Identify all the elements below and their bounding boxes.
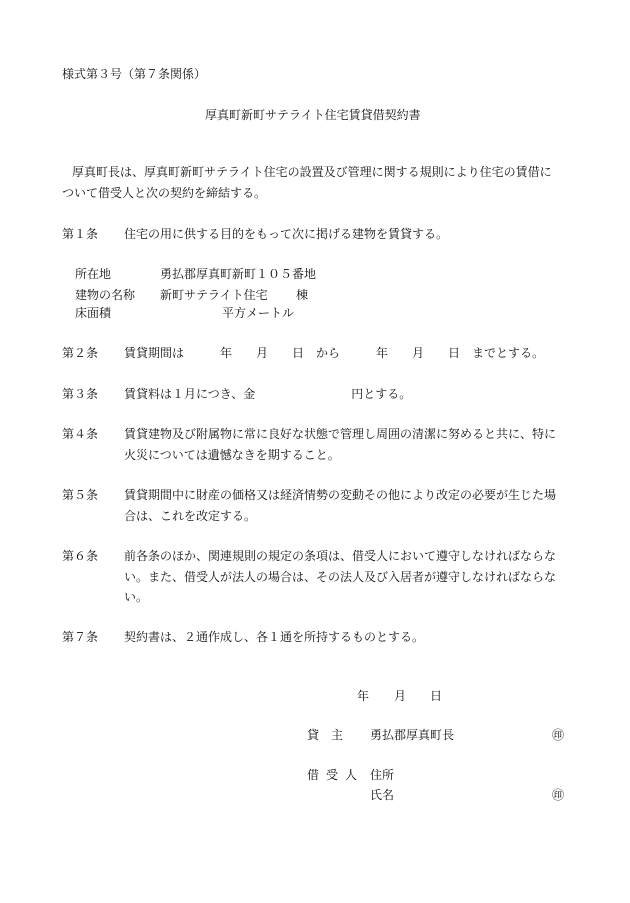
lender-name: 勇払郡厚真町長 — [370, 728, 455, 742]
building-name-value: 新町サテライト住宅 — [160, 288, 268, 302]
lender-seal-mark: ㊞ — [552, 728, 565, 742]
article-6-text-line-3: い。 — [124, 590, 149, 604]
intro-line-2: ついて借受人と次の契約を締結する。 — [62, 186, 267, 200]
building-name-label: 建物の名称 — [75, 288, 136, 302]
intro-line-1: 厚真町長は、厚真町新町サテライト住宅の設置及び管理に関する規則により住宅の賃借に — [72, 165, 552, 179]
document-title: 厚真町新町サテライト住宅賃貸借契約書 — [205, 108, 421, 122]
article-4-text-line-1: 賃貸建物及び附属物に常に良好な状態で管理し周囲の清潔に努めると共に、特に — [124, 427, 557, 441]
lender-label: 貸 主 — [307, 728, 344, 742]
form-number: 様式第３号（第７条関係） — [62, 67, 207, 81]
article-5-text-line-1: 賃貸期間中に財産の価格又は経済情勢の変動その他により改定の必要が生じた場 — [124, 488, 557, 502]
location-value: 勇払郡厚真町新町１０５番地 — [160, 267, 317, 281]
article-6-number: 第６条 — [62, 549, 99, 563]
article-7-text: 契約書は、２通作成し、各１通を所持するものとする。 — [124, 630, 425, 644]
article-1-number: 第１条 — [62, 227, 99, 241]
article-1-text: 住宅の用に供する目的をもって次に掲げる建物を賃貸する。 — [124, 227, 449, 241]
article-6-text-line-2: い。また、借受人が法人の場合は、その法人及び入居者が遵守しなければならな — [124, 570, 557, 584]
article-4-number: 第４条 — [62, 427, 99, 441]
date-month: 月 — [394, 689, 407, 703]
article-6-text-line-1: 前各条のほか、関連規則の規定の条項は、借受人において遵守しなければならな — [124, 549, 557, 563]
article-3-number: 第３条 — [62, 387, 99, 401]
building-unit: 棟 — [296, 288, 309, 302]
borrower-seal-mark: ㊞ — [552, 788, 565, 802]
article-5-number: 第５条 — [62, 488, 99, 502]
article-2-text: 賃貸期間は 年 月 日 から 年 月 日 までとする。 — [124, 346, 545, 360]
floor-area-unit: 平方メートル — [222, 306, 295, 320]
borrower-name-label: 氏名 — [370, 788, 395, 802]
date-day: 日 — [430, 689, 443, 703]
floor-area-label: 床面積 — [75, 306, 112, 320]
article-2-number: 第２条 — [62, 346, 99, 360]
article-3-text: 賃貸料は１月につき、金 円とする。 — [124, 387, 412, 401]
borrower-label: 借受人 — [307, 768, 365, 782]
date-year: 年 — [357, 689, 370, 703]
location-label: 所在地 — [75, 267, 112, 281]
borrower-address-label: 住所 — [370, 768, 395, 782]
article-5-text-line-2: 合は、これを改定する。 — [124, 509, 257, 523]
article-4-text-line-2: 火災については遺憾なきを期すること。 — [124, 448, 340, 462]
article-7-number: 第７条 — [62, 630, 99, 644]
